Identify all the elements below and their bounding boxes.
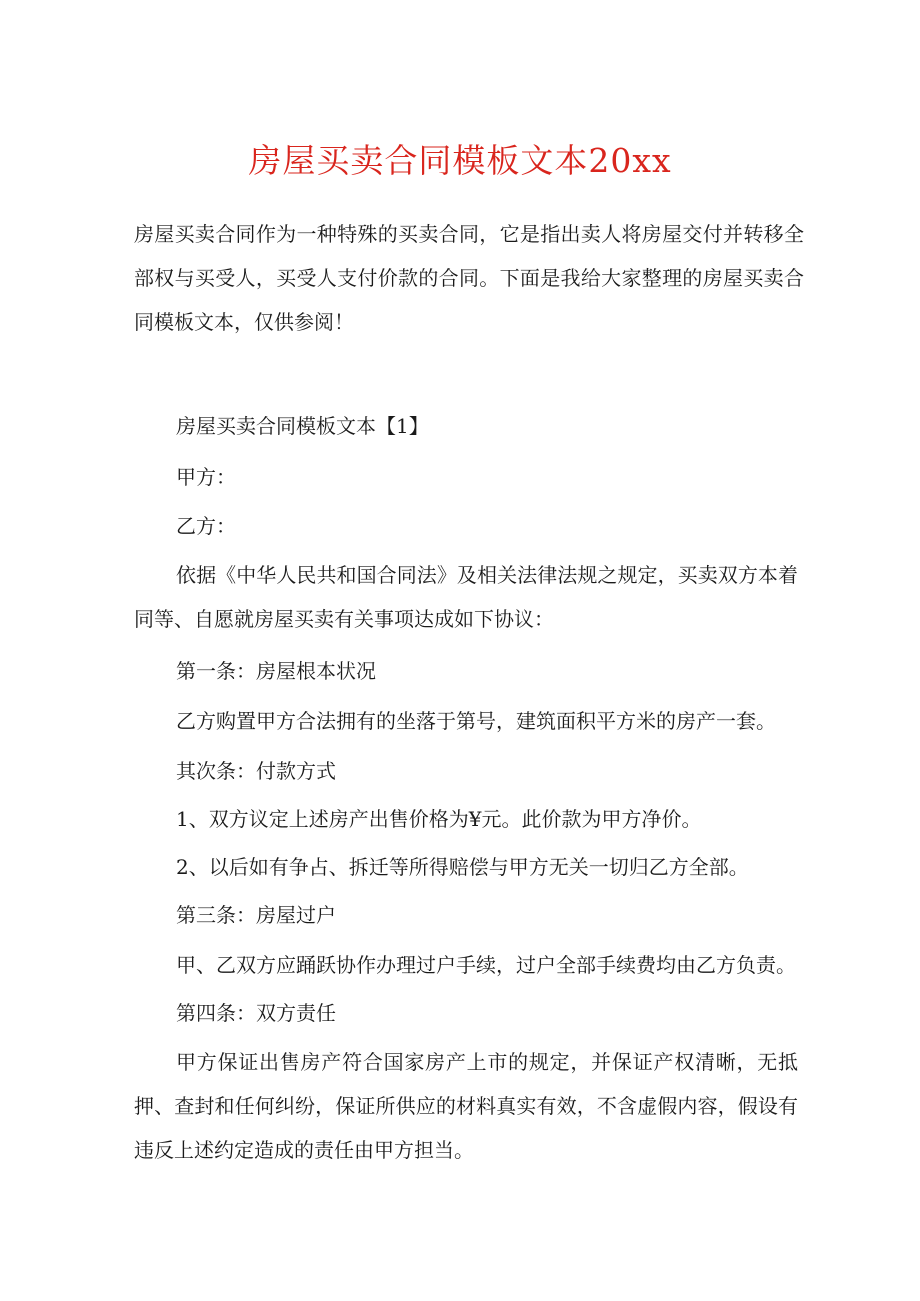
article-2-item-2: 2、以后如有争占、拆迁等所得赔偿与甲方无关一切归乙方全部。 — [176, 855, 749, 879]
preamble-paragraph: 依据《中华人民共和国合同法》及相关法律法规之规定，买卖双方本着同等、自愿就房屋买卖有关事项达成如下协议： — [134, 563, 798, 631]
article-2-item-1: 1、双方议定上述房产出售价格为¥元。此价款为甲方净价。 — [176, 807, 702, 831]
article-1-body: 乙方购置甲方合法拥有的坐落于第号，建筑面积平方米的房产一套。 — [176, 709, 776, 733]
intro-paragraph: 房屋买卖合同作为一种特殊的买卖合同，它是指出卖人将房屋交付并转移全部权与买受人，买受人支付价款的合同。下面是我给大家整理的房屋买卖合同模板文本，仅供参阅！ — [134, 222, 804, 334]
document-title: 房屋买卖合同模板文本20xx — [248, 141, 672, 180]
article-3-body: 甲、乙双方应踊跃协作办理过户手续，过户全部手续费均由乙方负责。 — [176, 953, 796, 977]
party-a-label: 甲方： — [176, 465, 236, 489]
article-1-title: 第一条：房屋根本状况 — [176, 659, 376, 683]
section-heading: 房屋买卖合同模板文本【1】 — [176, 414, 429, 438]
article-4-body: 甲方保证出售房产符合国家房产上市的规定，并保证产权清晰，无抵押、查封和任何纠纷，保证所供应的材料真实有效，不含虚假内容，假设有违反上述约定造成的责任由甲方担当。 — [134, 1050, 798, 1162]
article-2-title: 其次条：付款方式 — [176, 759, 336, 783]
party-b-label: 乙方： — [176, 514, 236, 538]
article-3-title: 第三条：房屋过户 — [176, 903, 336, 927]
article-4-title: 第四条：双方责任 — [176, 1001, 336, 1025]
